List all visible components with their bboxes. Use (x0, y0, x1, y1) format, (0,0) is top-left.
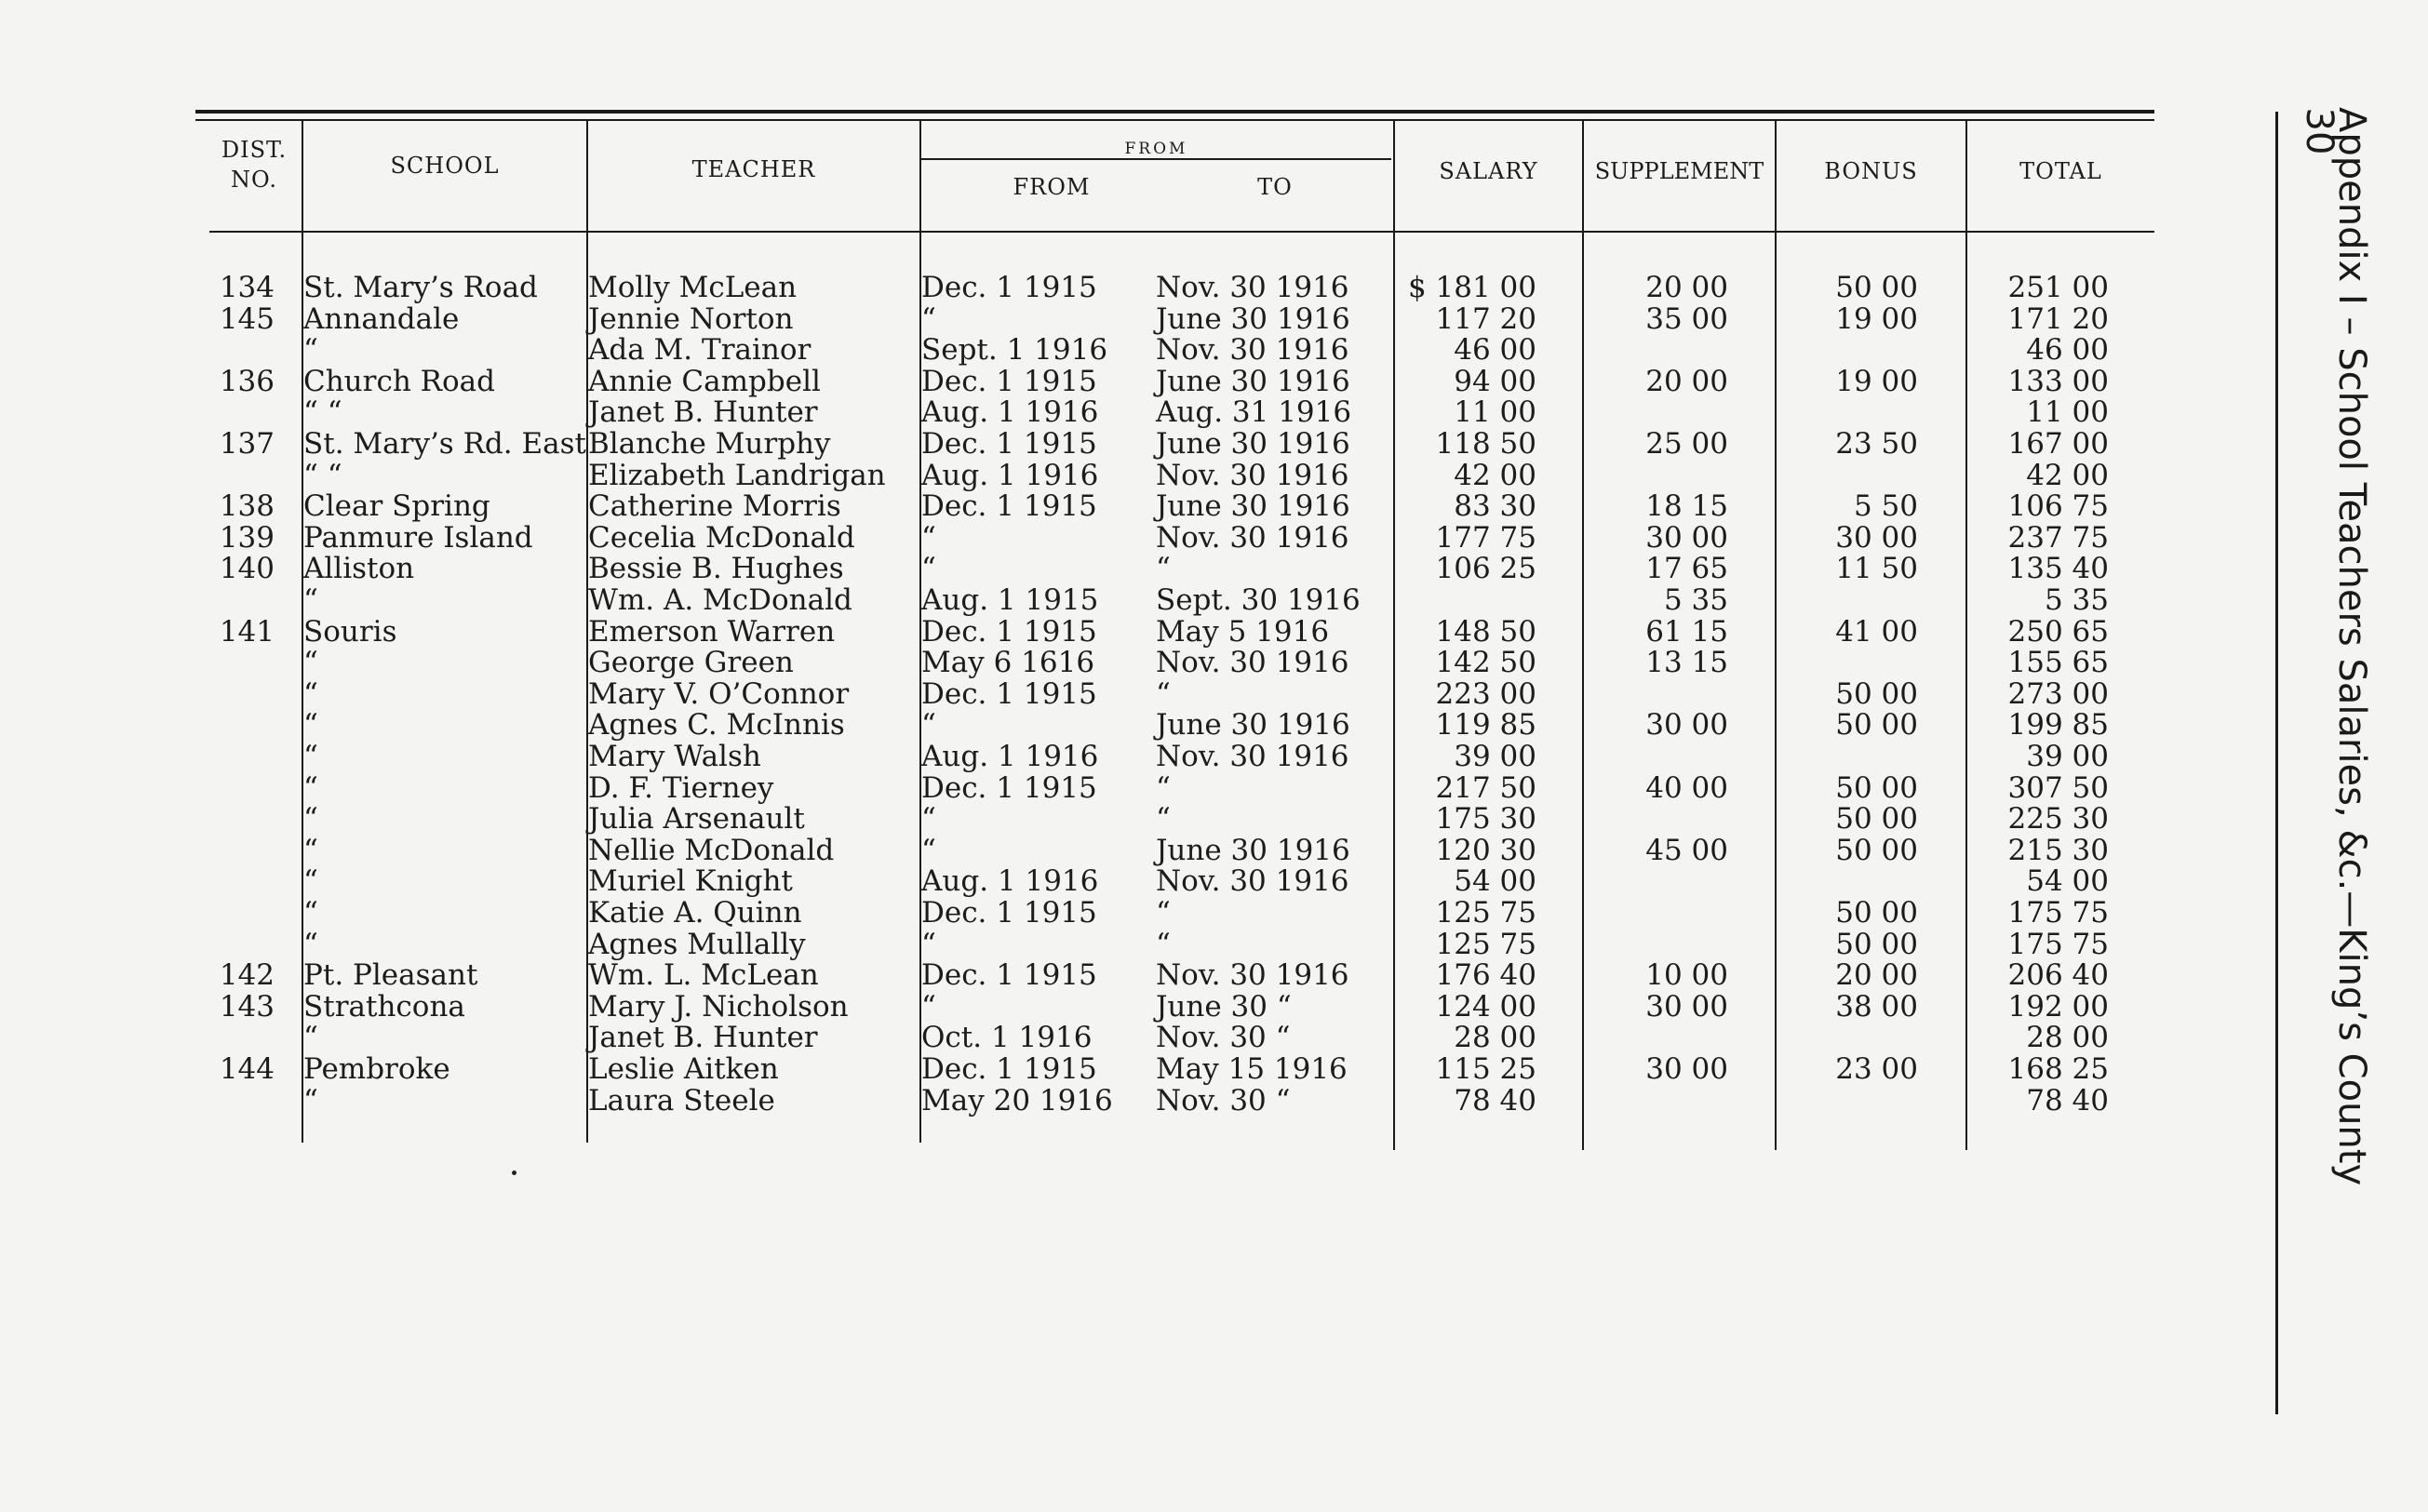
cell-from: Aug. 1 1916 (921, 395, 1099, 430)
cell-teacher: Catherine Morris (588, 489, 841, 524)
cell-supplement: 30 00 (1645, 708, 1728, 743)
cell-to: Nov. 30 “ (1156, 1083, 1291, 1117)
cell-salary: 120 30 (1435, 833, 1536, 867)
cell-school: “ (303, 833, 318, 867)
cell-school: “ (303, 708, 318, 743)
cell-supplement: 30 00 (1645, 520, 1728, 555)
cell-school: Strathcona (303, 989, 465, 1024)
cell-to: June 30 “ (1156, 989, 1292, 1024)
cell-bonus: 5 50 (1853, 489, 1918, 524)
cell-salary: 115 25 (1435, 1052, 1536, 1086)
cell-to: Nov. 30 1916 (1156, 740, 1349, 773)
cell-bonus: 50 00 (1835, 896, 1918, 930)
cell-teacher: Bessie B. Hughes (588, 552, 844, 586)
cell-total: 175 75 (2007, 927, 2109, 961)
header-school: SCHOOL (390, 153, 500, 179)
cell-to: June 30 1916 (1156, 489, 1350, 524)
cell-to: “ (1156, 802, 1171, 836)
cell-teacher: Elizabeth Landrigan (588, 458, 886, 492)
cell-salary: 46 00 (1454, 333, 1536, 368)
cell-from: May 20 1916 (921, 1083, 1113, 1117)
cell-teacher: Jennie Norton (588, 301, 794, 336)
cell-from: Aug. 1 1916 (921, 458, 1099, 492)
cell-salary: 142 50 (1435, 646, 1536, 680)
header-dist: DIST. NO. (221, 137, 288, 193)
cell-school: Pembroke (303, 1052, 450, 1086)
cell-bonus: 20 00 (1835, 958, 1918, 993)
cell-teacher: Julia Arsenault (588, 802, 805, 836)
cell-total: 78 40 (2026, 1083, 2109, 1117)
cell-teacher: Janet B. Hunter (588, 395, 818, 430)
cell-from: Dec. 1 1915 (921, 614, 1097, 649)
cell-bonus: 19 00 (1835, 301, 1918, 336)
cell-dist: 137 (219, 427, 275, 461)
cell-supplement: 25 00 (1645, 427, 1728, 461)
cell-school: Pt. Pleasant (303, 958, 478, 993)
cell-supplement: 61 15 (1645, 614, 1728, 649)
header-bonus: BONUS (1824, 158, 1918, 184)
cell-teacher: Blanche Murphy (588, 427, 831, 461)
cell-school: Church Road (303, 364, 495, 398)
cell-total: 215 30 (2007, 833, 2109, 867)
cell-from: “ (921, 520, 936, 555)
cell-school: “ (303, 740, 318, 773)
cell-total: 5 35 (2044, 583, 2109, 617)
cell-total: 251 00 (2007, 271, 2109, 304)
cell-salary: 177 75 (1435, 520, 1536, 555)
cell-teacher: Muriel Knight (588, 864, 793, 899)
cell-bonus: 50 00 (1835, 927, 1918, 961)
cell-dist: 140 (219, 552, 275, 586)
cell-bonus: 50 00 (1835, 833, 1918, 867)
cell-teacher: Laura Steele (588, 1083, 775, 1117)
page-number: 30 (2298, 107, 2341, 155)
cell-school: Clear Spring (303, 489, 490, 524)
cell-supplement: 30 00 (1645, 1052, 1728, 1086)
cell-from: Dec. 1 1915 (921, 427, 1097, 461)
cell-school: St. Mary’s Road (303, 271, 538, 304)
cell-supplement: 30 00 (1645, 989, 1728, 1024)
cell-bonus: 50 00 (1835, 708, 1918, 743)
cell-teacher: Annie Campbell (588, 364, 821, 398)
cell-from: Oct. 1 1916 (921, 1021, 1093, 1055)
cell-dist: 136 (219, 364, 275, 398)
cell-total: 42 00 (2026, 458, 2109, 492)
cell-from: May 6 1616 (921, 646, 1095, 680)
cell-bonus: 23 00 (1835, 1052, 1918, 1086)
cell-salary: 125 75 (1435, 896, 1536, 930)
cell-total: 199 85 (2007, 708, 2109, 743)
cell-supplement: 5 35 (1663, 583, 1728, 617)
cell-to: May 5 1916 (1156, 614, 1330, 649)
cell-teacher: Agnes Mullally (588, 927, 806, 961)
cell-dist: 142 (219, 958, 275, 993)
cell-to: Nov. 30 1916 (1156, 646, 1349, 680)
cell-to: May 15 1916 (1156, 1052, 1348, 1086)
cell-from: Aug. 1 1916 (921, 864, 1099, 899)
cell-total: 171 20 (2007, 301, 2109, 336)
cell-from: Dec. 1 1915 (921, 271, 1097, 304)
cell-to: June 30 1916 (1156, 364, 1350, 398)
cell-salary: 125 75 (1435, 927, 1536, 961)
cell-from: Dec. 1 1915 (921, 676, 1097, 711)
cell-school: “ (303, 333, 318, 368)
cell-to: Nov. 30 1916 (1156, 333, 1349, 368)
cell-teacher: Mary Walsh (588, 740, 761, 773)
cell-teacher: D. F. Tierney (588, 770, 774, 805)
cell-total: 237 75 (2007, 520, 2109, 555)
cell-school: Panmure Island (303, 520, 533, 555)
cell-total: 155 65 (2007, 646, 2109, 680)
cell-supplement: 35 00 (1645, 301, 1728, 336)
cell-supplement: 40 00 (1645, 770, 1728, 805)
cell-total: 106 75 (2007, 489, 2109, 524)
cell-salary: 78 40 (1454, 1083, 1536, 1117)
cell-to: Nov. 30 1916 (1156, 864, 1349, 899)
cell-from: Dec. 1 1915 (921, 1052, 1097, 1086)
cell-bonus: 23 50 (1835, 427, 1918, 461)
side-rule (2275, 112, 2278, 1414)
cell-to: June 30 1916 (1156, 301, 1350, 336)
cell-teacher: Ada M. Trainor (588, 333, 812, 368)
cell-school: Souris (303, 614, 397, 649)
cell-from: Dec. 1 1915 (921, 364, 1097, 398)
cell-teacher: Katie A. Quinn (588, 896, 802, 930)
cell-school: “ (303, 646, 318, 680)
cell-total: 206 40 (2007, 958, 2109, 993)
cell-salary: 175 30 (1435, 802, 1536, 836)
cell-school: Annandale (303, 301, 460, 336)
top-rule-thin (195, 119, 2154, 121)
cell-teacher: Nellie McDonald (588, 833, 835, 867)
cell-dist: 141 (219, 614, 275, 649)
cell-school: “ (303, 896, 318, 930)
cell-supplement: 20 00 (1645, 364, 1728, 398)
cell-bonus: 19 00 (1835, 364, 1918, 398)
cell-dist: 145 (219, 301, 275, 336)
cell-salary: 42 00 (1454, 458, 1536, 492)
cell-school: “ (303, 676, 318, 711)
header-total: TOTAL (2019, 158, 2102, 184)
cell-from: Aug. 1 1916 (921, 740, 1099, 773)
cell-bonus: 11 50 (1835, 552, 1918, 586)
header-from-group: FROM (1124, 140, 1188, 158)
cell-dist: 143 (219, 989, 275, 1024)
cell-to: June 30 1916 (1156, 427, 1350, 461)
cell-teacher: Leslie Aitken (588, 1052, 779, 1086)
cell-total: 307 50 (2007, 770, 2109, 805)
cell-from: Dec. 1 1915 (921, 896, 1097, 930)
cell-to: June 30 1916 (1156, 833, 1350, 867)
cell-teacher: George Green (588, 646, 794, 680)
cell-total: 54 00 (2026, 864, 2109, 899)
cell-to: Nov. 30 1916 (1156, 520, 1349, 555)
cell-total: 250 65 (2007, 614, 2109, 649)
cell-salary: 118 50 (1435, 427, 1536, 461)
cell-bonus: 50 00 (1835, 676, 1918, 711)
cell-bonus: 30 00 (1835, 520, 1918, 555)
cell-teacher: Cecelia McDonald (588, 520, 855, 555)
cell-to: “ (1156, 552, 1171, 586)
cell-from: “ (921, 989, 936, 1024)
cell-from: Dec. 1 1915 (921, 958, 1097, 993)
cell-salary: 11 00 (1454, 395, 1536, 430)
cell-dist: 138 (219, 489, 275, 524)
cell-total: 28 00 (2026, 1021, 2109, 1055)
cell-from: Aug. 1 1915 (921, 583, 1099, 617)
cell-school: “ (303, 770, 318, 805)
cell-to: “ (1156, 770, 1171, 805)
cell-to: “ (1156, 896, 1171, 930)
cell-salary: 223 00 (1435, 676, 1536, 711)
cell-to: Nov. 30 1916 (1156, 271, 1349, 304)
cell-bonus: 41 00 (1835, 614, 1918, 649)
cell-to: Nov. 30 “ (1156, 1021, 1291, 1055)
cell-supplement: 18 15 (1645, 489, 1728, 524)
cell-to: “ (1156, 676, 1171, 711)
cell-supplement: 13 15 (1645, 646, 1728, 680)
header-bottom-rule (209, 231, 2154, 233)
ink-speck (512, 1171, 516, 1175)
cell-from: “ (921, 802, 936, 836)
cell-teacher: Mary V. O’Connor (588, 676, 850, 711)
cell-school: “ (303, 1021, 318, 1055)
cell-to: “ (1156, 927, 1171, 961)
cell-total: 11 00 (2026, 395, 2109, 430)
cell-from: Sept. 1 1916 (921, 333, 1108, 368)
cell-from: Dec. 1 1915 (921, 770, 1097, 805)
cell-total: 133 00 (2007, 364, 2109, 398)
cell-school: “ (303, 927, 318, 961)
cell-total: 192 00 (2007, 989, 2109, 1024)
cell-total: 167 00 (2007, 427, 2109, 461)
cell-school: “ “ (303, 395, 342, 430)
cell-salary: 106 25 (1435, 552, 1536, 586)
cell-school: “ (303, 864, 318, 899)
cell-school: Alliston (303, 552, 415, 586)
cell-school: St. Mary’s Rd. East (303, 427, 586, 461)
cell-from: “ (921, 833, 936, 867)
cell-salary: 119 85 (1435, 708, 1536, 743)
cell-salary: 217 50 (1435, 770, 1536, 805)
cell-from: “ (921, 927, 936, 961)
cell-from: “ (921, 301, 936, 336)
cell-salary: 148 50 (1435, 614, 1536, 649)
cell-teacher: Wm. L. McLean (588, 958, 819, 993)
cell-school: “ (303, 583, 318, 617)
cell-bonus: 38 00 (1835, 989, 1918, 1024)
cell-supplement: 17 65 (1645, 552, 1728, 586)
cell-salary: 39 00 (1454, 740, 1536, 773)
cell-to: Sept. 30 1916 (1156, 583, 1361, 617)
header-supplement: SUPPLEMENT (1594, 158, 1764, 184)
cell-bonus: 50 00 (1835, 802, 1918, 836)
cell-school: “ (303, 802, 318, 836)
header-to: TO (1257, 174, 1293, 200)
running-head: Appendix I – School Teachers Salaries, &c.—King’s County (2330, 107, 2373, 1186)
cell-bonus: 50 00 (1835, 770, 1918, 805)
header-salary: SALARY (1439, 158, 1538, 184)
top-rule-thick (195, 110, 2154, 114)
cell-from: “ (921, 708, 936, 743)
cell-dist: 144 (219, 1052, 275, 1086)
cell-supplement: 45 00 (1645, 833, 1728, 867)
cell-salary: 176 40 (1435, 958, 1536, 993)
cell-to: June 30 1916 (1156, 708, 1350, 743)
cell-total: 175 75 (2007, 896, 2109, 930)
cell-total: 135 40 (2007, 552, 2109, 586)
cell-teacher: Emerson Warren (588, 614, 836, 649)
cell-teacher: Wm. A. McDonald (588, 583, 852, 617)
cell-teacher: Agnes C. McInnis (588, 708, 845, 743)
cell-salary: $ 181 00 (1407, 271, 1536, 304)
cell-supplement: 20 00 (1645, 271, 1728, 304)
cell-salary: 117 20 (1435, 301, 1536, 336)
cell-dist: 134 (219, 271, 275, 304)
cell-teacher: Janet B. Hunter (588, 1021, 818, 1055)
cell-to: Nov. 30 1916 (1156, 958, 1349, 993)
cell-salary: 54 00 (1454, 864, 1536, 899)
cell-school: “ “ (303, 458, 342, 492)
header-from: FROM (1013, 174, 1091, 200)
cell-from: “ (921, 552, 936, 586)
cell-dist: 139 (219, 520, 275, 555)
cell-total: 39 00 (2026, 740, 2109, 773)
header-teacher: TEACHER (691, 156, 816, 182)
cell-total: 225 30 (2007, 802, 2109, 836)
cell-total: 168 25 (2007, 1052, 2109, 1086)
cell-bonus: 50 00 (1835, 271, 1918, 304)
cell-salary: 94 00 (1454, 364, 1536, 398)
cell-from: Dec. 1 1915 (921, 489, 1097, 524)
cell-teacher: Molly McLean (588, 271, 798, 304)
cell-supplement: 10 00 (1645, 958, 1728, 993)
cell-to: Nov. 30 1916 (1156, 458, 1349, 492)
cell-to: Aug. 31 1916 (1156, 395, 1352, 430)
cell-salary: 124 00 (1435, 989, 1536, 1024)
cell-teacher: Mary J. Nicholson (588, 989, 849, 1024)
cell-salary: 28 00 (1454, 1021, 1536, 1055)
cell-school: “ (303, 1083, 318, 1117)
cell-total: 46 00 (2026, 333, 2109, 368)
cell-total: 273 00 (2007, 676, 2109, 711)
cell-salary: 83 30 (1454, 489, 1536, 524)
